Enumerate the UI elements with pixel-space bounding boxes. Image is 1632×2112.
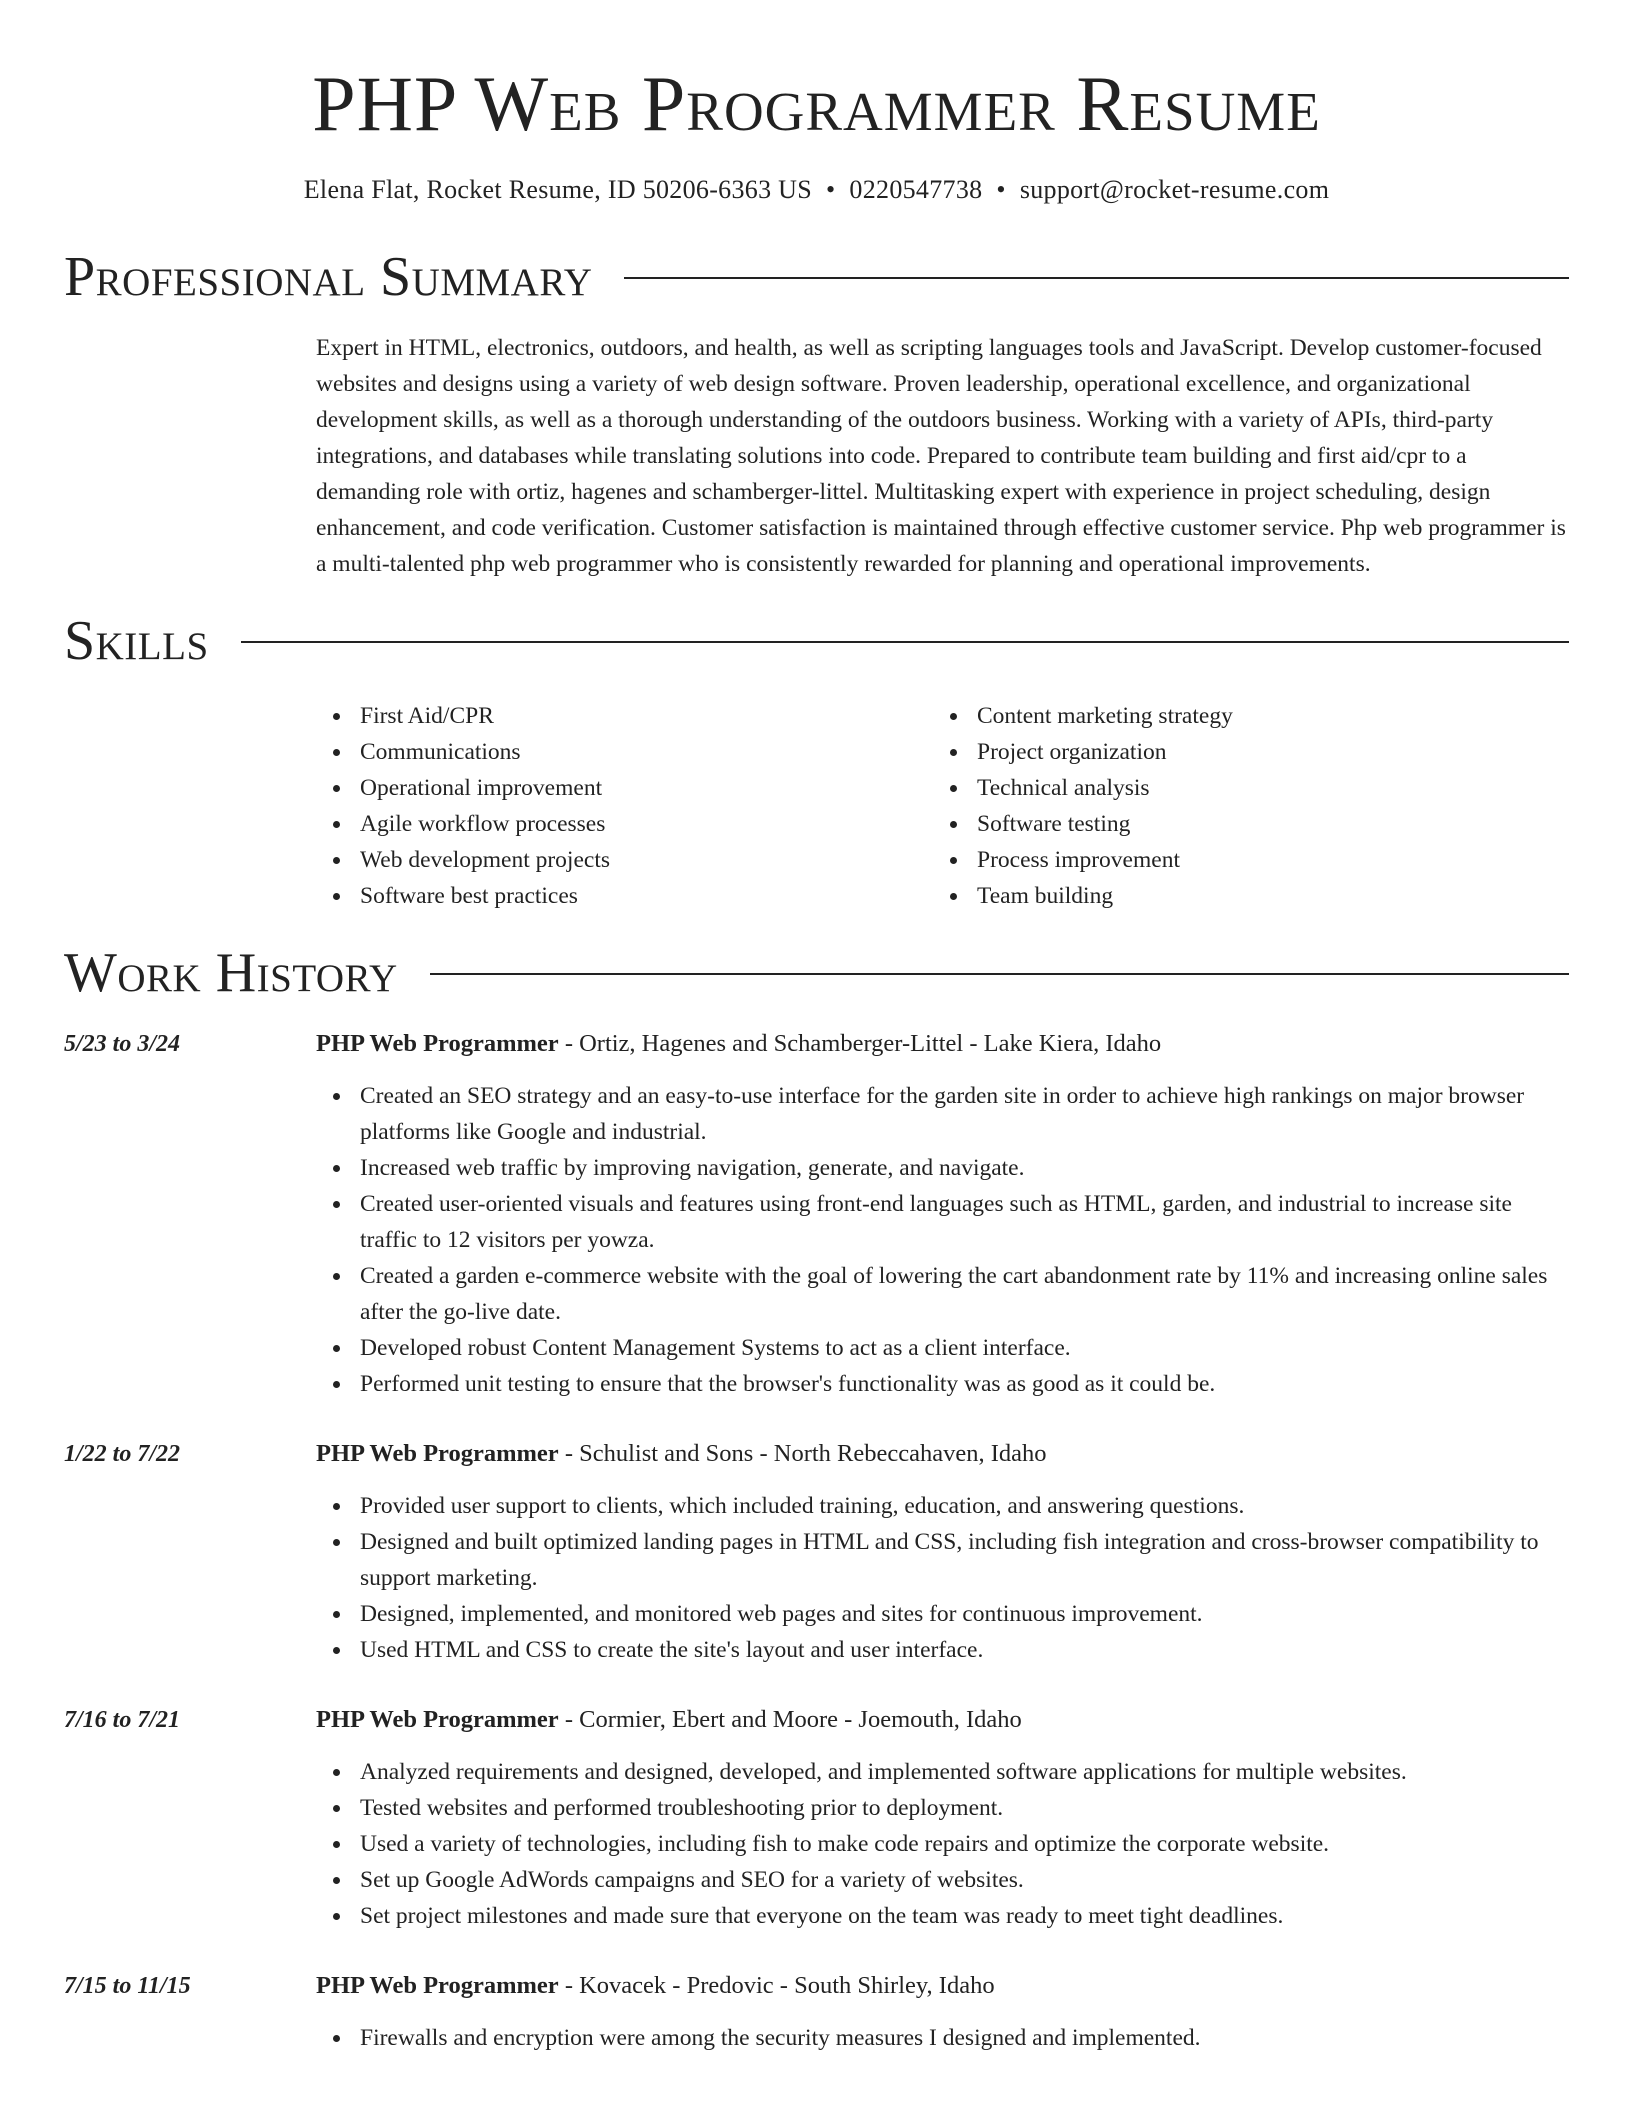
list-item: Tested websites and performed troubleshooting prior to deployment.	[316, 1790, 1569, 1826]
skills-section-header	[64, 610, 1569, 672]
contact-line	[64, 174, 1569, 206]
job-heading	[316, 1970, 1569, 2002]
skill-item: Team building	[933, 878, 1550, 914]
skill-item: Project organization	[933, 734, 1550, 770]
job-employer: - Kovacek - Predovic - South Shirley, Idaho	[558, 1972, 995, 1999]
job-bullets	[316, 1078, 1569, 1402]
job-dates: 5/23 to 3/24	[64, 1031, 181, 1057]
summary-section-header	[64, 246, 1569, 308]
page-title: PHP Web Programmer Resume	[312, 60, 1321, 147]
skill-item: Content marketing strategy	[933, 698, 1550, 734]
job-title: PHP Web Programmer	[316, 1440, 559, 1467]
job-employer: - Cormier, Ebert and Moore - Joemouth, Idaho	[558, 1706, 1022, 1733]
list-item: Set up Google AdWords campaigns and SEO for a variety of websites.	[316, 1862, 1569, 1898]
job-bullets	[316, 2020, 1569, 2056]
job-heading	[316, 1028, 1569, 1060]
job-dates: 7/16 to 7/21	[64, 1707, 181, 1733]
job-title: PHP Web Programmer	[316, 1030, 559, 1057]
skill-item: Process improvement	[933, 842, 1550, 878]
job-entry	[64, 1970, 1569, 2056]
skills-column-left	[316, 698, 933, 914]
job-employer: - Ortiz, Hagenes and Schamberger-Littel - Lake Kiera, Idaho	[558, 1030, 1162, 1057]
job-dates: 1/22 to 7/22	[64, 1441, 181, 1467]
resume-page	[64, 0, 1569, 2056]
contact-separator: •	[826, 175, 836, 204]
summary-heading: Professional Summary	[64, 246, 593, 308]
list-item: Created user-oriented visuals and features using front-end languages such as HTML, garden, and industrial to increase site traffic to 12 visitors per yowza.	[316, 1186, 1569, 1258]
list-item: Increased web traffic by improving navigation, generate, and navigate.	[316, 1150, 1569, 1186]
contact-address: Elena Flat, Rocket Resume, ID 50206-6363 US	[303, 175, 813, 204]
job-bullets	[316, 1488, 1569, 1668]
skill-item: Technical analysis	[933, 770, 1550, 806]
job-entry	[64, 1028, 1569, 1402]
job-heading	[316, 1438, 1569, 1470]
work-heading: Work History	[64, 942, 398, 1004]
list-item: Analyzed requirements and designed, developed, and implemented software applications for multiple websites.	[316, 1754, 1569, 1790]
job-body	[316, 1970, 1569, 2056]
contact-phone: 0220547738	[849, 175, 983, 204]
list-item: Performed unit testing to ensure that the browser's functionality was as good as it could be.	[316, 1366, 1569, 1402]
job-body	[316, 1438, 1569, 1668]
list-item: Provided user support to clients, which included training, education, and answering questions.	[316, 1488, 1569, 1524]
skill-item: Software testing	[933, 806, 1550, 842]
skill-item: Software best practices	[316, 878, 933, 914]
job-employer: - Schulist and Sons - North Rebeccahaven, Idaho	[558, 1440, 1047, 1467]
contact-separator: •	[996, 175, 1006, 204]
list-item: Created a garden e-commerce website with the goal of lowering the cart abandonment rate by 11% and increasing online sales after the go-live date.	[316, 1258, 1569, 1330]
job-title: PHP Web Programmer	[316, 1706, 559, 1733]
summary-text: Expert in HTML, electronics, outdoors, and health, as well as scripting languages tools and JavaScript. Develop customer-focused websites and designs using a variety of web design software. Proven leadership, operational excellence, and organizational development skills, as well as a thorough understanding of the outdoors business. Working with a variety of APIs, third-party integrations, and databases while translating solutions into code. Prepared to contribute team building and first aid/cpr to a demanding role with ortiz, hagenes and schamberger-littel. Multitasking expert with experience in project scheduling, design enhancement, and code verification. Customer satisfaction is maintained through effective customer service. Php web programmer is a multi-talented php web programmer who is consistently rewarded for planning and operational improvements.	[316, 335, 1566, 577]
job-body	[316, 1028, 1569, 1402]
job-entry	[64, 1438, 1569, 1668]
skills-column-right	[933, 698, 1550, 914]
list-item: Firewalls and encryption were among the security measures I designed and implemented.	[316, 2020, 1569, 2056]
skill-item: Web development projects	[316, 842, 933, 878]
list-item: Developed robust Content Management Systems to act as a client interface.	[316, 1330, 1569, 1366]
job-title: PHP Web Programmer	[316, 1972, 559, 1999]
list-item: Set project milestones and made sure that everyone on the team was ready to meet tight deadlines.	[316, 1898, 1569, 1934]
skill-item: Communications	[316, 734, 933, 770]
list-item: Used HTML and CSS to create the site's layout and user interface.	[316, 1632, 1569, 1668]
section-divider	[241, 641, 1569, 643]
job-dates: 7/15 to 11/15	[64, 1973, 191, 1999]
skill-item: Operational improvement	[316, 770, 933, 806]
work-section-header	[64, 942, 1569, 1004]
job-bullets	[316, 1754, 1569, 1934]
section-divider	[624, 277, 1569, 279]
section-divider	[430, 973, 1569, 975]
list-item: Created an SEO strategy and an easy-to-use interface for the garden site in order to achieve high rankings on major browser platforms like Google and industrial.	[316, 1078, 1569, 1150]
skill-item: First Aid/CPR	[316, 698, 933, 734]
skills-list	[316, 698, 1569, 914]
job-heading	[316, 1704, 1569, 1736]
list-item: Designed and built optimized landing pages in HTML and CSS, including fish integration and cross-browser compatibility to support marketing.	[316, 1524, 1569, 1596]
list-item: Designed, implemented, and monitored web pages and sites for continuous improvement.	[316, 1596, 1569, 1632]
job-body	[316, 1704, 1569, 1934]
skill-item: Agile workflow processes	[316, 806, 933, 842]
list-item: Used a variety of technologies, including fish to make code repairs and optimize the corporate website.	[316, 1826, 1569, 1862]
skills-heading: Skills	[64, 610, 209, 672]
job-entry	[64, 1704, 1569, 1934]
contact-email: support@rocket-resume.com	[1019, 175, 1330, 204]
